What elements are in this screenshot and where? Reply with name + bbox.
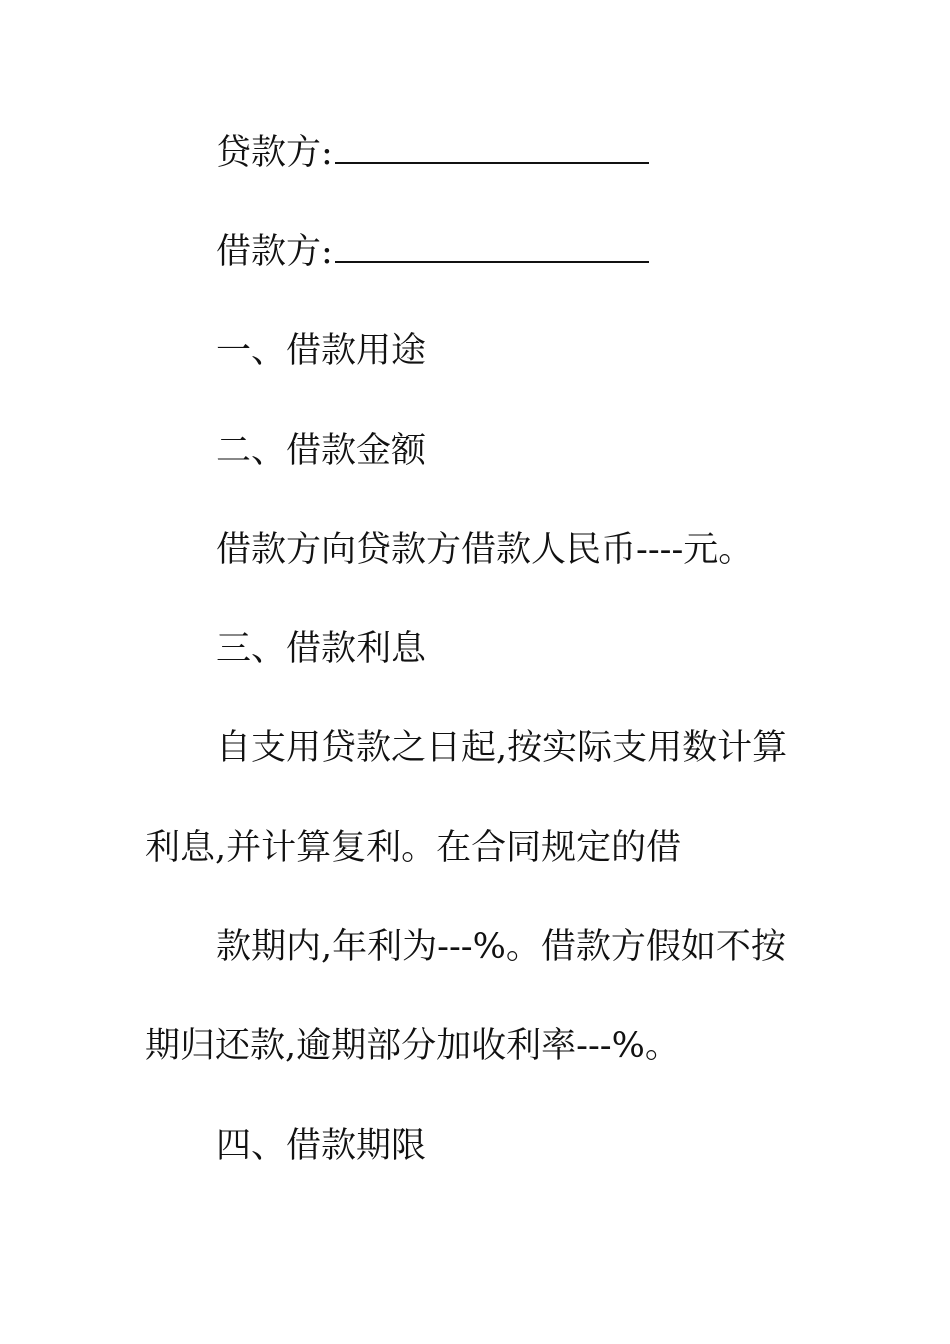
- lender-label: 贷款方:: [216, 133, 333, 173]
- section4-heading: 四、借款期限: [216, 1126, 427, 1166]
- lender-field: [216, 131, 649, 175]
- section2-body: 借款方向贷款方借款人民币----元。: [216, 530, 754, 570]
- section3-body-line1: 自支用贷款之日起,按实际支用数计算: [216, 728, 788, 768]
- section1-heading: 一、借款用途: [216, 331, 427, 371]
- borrower-blank-line: [335, 261, 649, 263]
- section3-body-line2: 利息,并计算复利。在合同规定的借: [145, 828, 682, 868]
- section2-heading: 二、借款金额: [216, 431, 427, 471]
- section3-heading: 三、借款利息: [216, 629, 427, 669]
- borrower-field: [216, 230, 649, 274]
- section3-body-line4: 期归还款,逾期部分加收利率---%。: [145, 1026, 680, 1066]
- borrower-label: 借款方:: [216, 232, 333, 272]
- section3-body-line3: 款期内,年利为---%。借款方假如不按: [216, 927, 786, 967]
- lender-blank-line: [335, 162, 649, 164]
